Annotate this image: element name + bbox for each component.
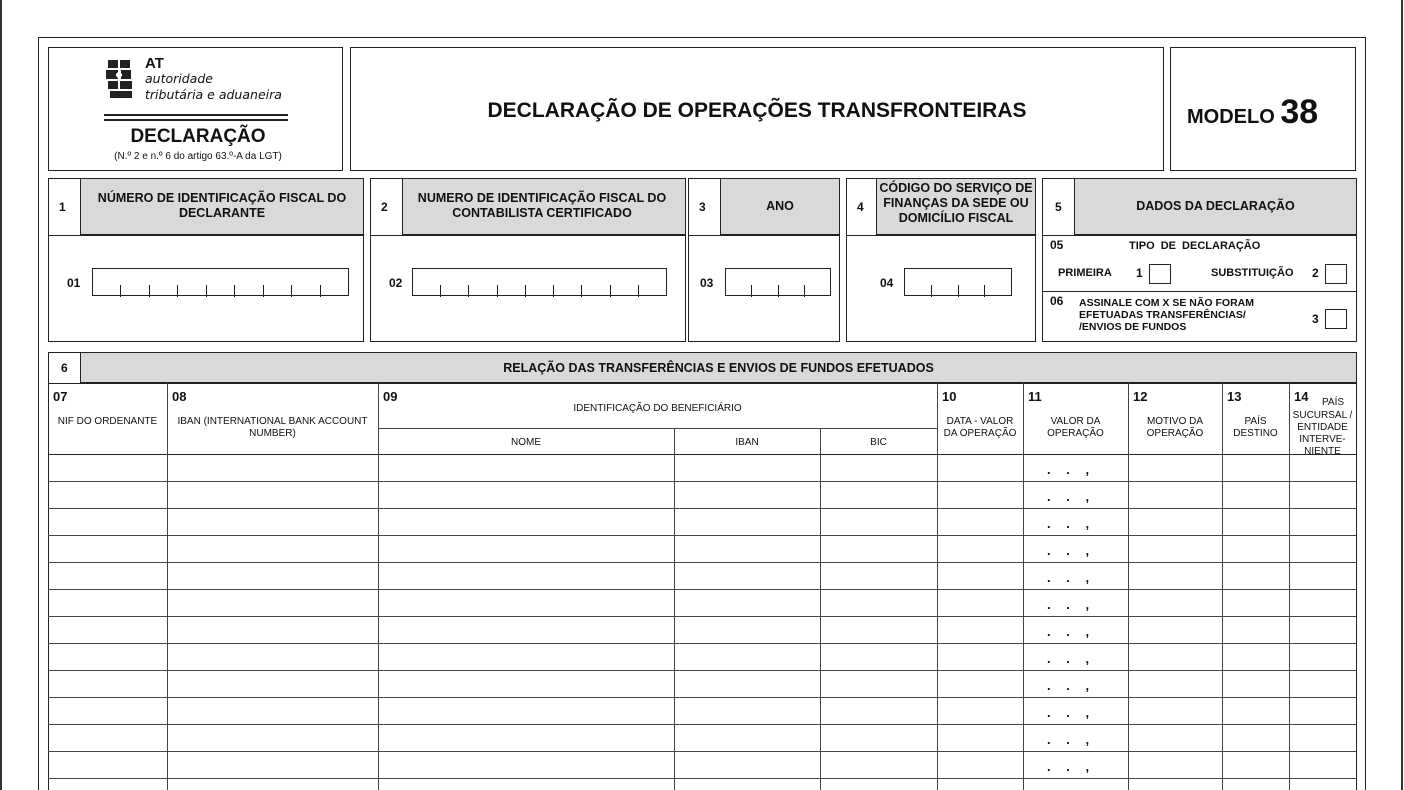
table-cell[interactable] (675, 698, 819, 723)
table-cell[interactable] (675, 644, 819, 669)
table-cell[interactable] (49, 563, 166, 588)
table-cell[interactable] (1024, 455, 1127, 480)
table-header-top-line (48, 383, 1356, 384)
table-cell[interactable] (675, 617, 819, 642)
table-cell[interactable] (821, 536, 936, 561)
table-cell[interactable] (675, 671, 819, 696)
table-cell[interactable] (1223, 671, 1288, 696)
table-cell[interactable] (1129, 563, 1221, 588)
table-cell[interactable] (938, 455, 1022, 480)
table-cell[interactable] (1024, 563, 1127, 588)
table-cell[interactable] (379, 482, 673, 507)
table-cell[interactable] (1290, 563, 1355, 588)
valor-mask: . . , (1047, 732, 1090, 747)
table-cell[interactable] (168, 482, 377, 507)
section-1-num: 1 (59, 200, 66, 214)
table-cell[interactable] (821, 752, 936, 777)
header-rule-2 (104, 119, 288, 121)
table-cell[interactable] (938, 752, 1022, 777)
col-beneficiario-iban-label: IBAN (735, 437, 759, 448)
table-cell[interactable] (1223, 752, 1288, 777)
model-label (1187, 93, 1318, 132)
table-cell[interactable] (49, 644, 166, 669)
col-beneficiario-nome-label: NOME (511, 437, 541, 448)
valor-mask: . . , (1047, 489, 1090, 504)
valor-mask: . . , (1047, 516, 1090, 531)
table-cell[interactable] (1129, 509, 1221, 534)
primeira-label: PRIMEIRA (1058, 267, 1112, 279)
table-cell[interactable] (1223, 482, 1288, 507)
field-02-label: 02 (389, 276, 403, 290)
table-cell[interactable] (1024, 725, 1127, 750)
table-cell[interactable] (1024, 617, 1127, 642)
header-logo-box (48, 47, 343, 171)
col-beneficiario-bic-label: BIC (870, 437, 887, 448)
nif-declarante-input[interactable] (92, 268, 349, 296)
table-cell[interactable] (1024, 482, 1127, 507)
table-cell[interactable] (49, 617, 166, 642)
col-nif-ordenante-num: 07 (53, 389, 68, 404)
table-cell[interactable] (675, 752, 819, 777)
table-cell[interactable] (1290, 482, 1355, 507)
section-2-num: 2 (381, 200, 388, 214)
table-cell[interactable] (938, 644, 1022, 669)
valor-mask: . . , (1047, 570, 1090, 585)
table-cell[interactable] (675, 725, 819, 750)
valor-mask: . . , (1047, 597, 1090, 612)
table-cell[interactable] (821, 617, 936, 642)
table-cell[interactable] (1290, 590, 1355, 615)
table-cell[interactable] (379, 455, 673, 480)
table-cell[interactable] (1223, 644, 1288, 669)
section-1 (48, 178, 364, 342)
table-cell[interactable] (1024, 590, 1127, 615)
table-cell[interactable] (675, 563, 819, 588)
table-cell[interactable] (379, 563, 673, 588)
table-cell[interactable] (49, 536, 166, 561)
table-cell[interactable] (821, 698, 936, 723)
col-nif-ordenante-label: NIF DO ORDENANTE (57, 416, 158, 427)
table-cell[interactable] (379, 725, 673, 750)
section-4-title: CÓDIGO DO SERVIÇO DE FINANÇAS DA SEDE OU DOMICÍLIO FISCAL (879, 181, 1033, 225)
table-cell[interactable] (49, 698, 166, 723)
table-cell[interactable] (168, 455, 377, 480)
table-cell[interactable] (1223, 563, 1288, 588)
table-cell[interactable] (379, 509, 673, 534)
table-cell[interactable] (821, 482, 936, 507)
table-cell[interactable] (938, 617, 1022, 642)
sem-transferencias-code: 3 (1312, 312, 1319, 326)
table-cell[interactable] (1024, 509, 1127, 534)
section-5-num: 5 (1055, 200, 1062, 214)
valor-mask: . . , (1047, 678, 1090, 693)
logo-line-1: autoridade (145, 71, 213, 86)
primeira-code: 1 (1136, 266, 1143, 280)
field-01-label: 01 (67, 276, 81, 290)
col-pais-destino-num: 13 (1227, 389, 1242, 404)
table-cell[interactable] (1290, 509, 1355, 534)
table-cell[interactable] (1223, 536, 1288, 561)
table-cell[interactable] (821, 590, 936, 615)
section-4-divider (847, 235, 1035, 236)
table-cell[interactable] (49, 509, 166, 534)
table-cell[interactable] (379, 698, 673, 723)
col-pais-sucursal-label-top: PAÍS (1321, 397, 1345, 408)
col-data-valor-num: 10 (942, 389, 957, 404)
table-cell[interactable] (168, 644, 377, 669)
table-cell[interactable] (49, 725, 166, 750)
model-number: 38 (1280, 93, 1319, 131)
table-cell[interactable] (1290, 752, 1355, 777)
substituicao-checkbox[interactable] (1325, 264, 1347, 284)
table-cell[interactable] (821, 671, 936, 696)
table-cell[interactable] (168, 590, 377, 615)
table-cell[interactable] (938, 590, 1022, 615)
valor-mask: . . , (1047, 624, 1090, 639)
section-5-divider (1043, 235, 1356, 236)
section-3-num: 3 (699, 200, 706, 214)
section-1-title: NÚMERO DE IDENTIFICAÇÃO FISCAL DO DECLARANTE (97, 191, 347, 220)
section-2-title: NUMERO DE IDENTIFICAÇÃO FISCAL DO CONTABILISTA CERTIFICADO (417, 191, 667, 220)
valor-mask: . . , (1047, 759, 1090, 774)
beneficiary-subheader-line (378, 428, 937, 429)
table-cell[interactable] (168, 617, 377, 642)
table-cell[interactable] (1223, 455, 1288, 480)
table-cell[interactable] (1129, 590, 1221, 615)
section-2-divider (371, 235, 685, 236)
table-cell[interactable] (938, 536, 1022, 561)
table-cell[interactable] (379, 671, 673, 696)
table-cell[interactable] (821, 644, 936, 669)
table-cell[interactable] (938, 698, 1022, 723)
section-1-divider (49, 235, 363, 236)
table-cell[interactable] (49, 455, 166, 480)
table-cell[interactable] (168, 536, 377, 561)
codigo-servico-input[interactable] (904, 268, 1012, 296)
table-cell[interactable] (1129, 536, 1221, 561)
section-4 (846, 178, 1036, 342)
table-cell[interactable] (821, 455, 936, 480)
col-motivo-label: MOTIVO DA OPERAÇÃO (1146, 416, 1204, 439)
section-2 (370, 178, 686, 342)
table-cell[interactable] (1024, 644, 1127, 669)
header-rule-1 (104, 114, 288, 116)
table-cell[interactable] (1290, 698, 1355, 723)
table-cell[interactable] (1129, 455, 1221, 480)
table-cell[interactable] (938, 671, 1022, 696)
table-cell[interactable] (168, 752, 377, 777)
col-iban-num: 08 (172, 389, 187, 404)
col-valor-num: 11 (1028, 389, 1042, 404)
table-cell[interactable] (1024, 536, 1127, 561)
table-cell[interactable] (675, 509, 819, 534)
table-cell[interactable] (821, 509, 936, 534)
section-3-divider (689, 235, 839, 236)
col-beneficiario-label: IDENTIFICAÇÃO DO BENEFICIÁRIO (573, 403, 742, 414)
section-5-inner-divider (1043, 291, 1356, 292)
legal-basis: (N.º 2 e n.º 6 do artigo 63.º-A da LGT) (114, 151, 282, 162)
logo-line-2: tributária e aduaneira (145, 87, 282, 102)
table-cell[interactable] (1290, 725, 1355, 750)
table-cell[interactable] (675, 482, 819, 507)
section-6-num: 6 (61, 361, 68, 375)
table-cell[interactable] (379, 617, 673, 642)
table-cell[interactable] (1129, 671, 1221, 696)
valor-mask: . . , (1047, 651, 1090, 666)
col-iban-label: IBAN (INTERNATIONAL BANK ACCOUNT NUMBER) (177, 416, 368, 439)
table-cell[interactable] (1024, 671, 1127, 696)
table-cell[interactable] (1129, 482, 1221, 507)
table-cell[interactable] (379, 536, 673, 561)
col-valor-label: VALOR DA OPERAÇÃO (1047, 416, 1104, 439)
table-cell[interactable] (379, 752, 673, 777)
table-cell[interactable] (1024, 698, 1127, 723)
field-05-label: 05 (1050, 238, 1064, 252)
ano-input[interactable] (725, 268, 831, 296)
table-cell[interactable] (1129, 644, 1221, 669)
table-cell[interactable] (938, 725, 1022, 750)
table-cell[interactable] (168, 563, 377, 588)
page-title: DECLARAÇÃO DE OPERAÇÕES TRANSFRONTEIRAS (487, 99, 1027, 122)
field-04-label: 04 (880, 276, 894, 290)
table-cell[interactable] (821, 563, 936, 588)
primeira-checkbox[interactable] (1149, 264, 1171, 284)
model-label-text: MODELO (1187, 106, 1275, 128)
header-title-box (350, 47, 1164, 171)
col-pais-sucursal-num: 14 (1294, 389, 1309, 404)
page-edge-right (1401, 0, 1403, 790)
table-cell[interactable] (1290, 536, 1355, 561)
col-pais-destino-label: PAÍS DESTINO (1233, 416, 1278, 439)
table-cell[interactable] (675, 536, 819, 561)
field-03-label: 03 (700, 276, 714, 290)
header-model-box (1170, 47, 1356, 171)
table-cell[interactable] (1223, 509, 1288, 534)
table-cell[interactable] (1223, 590, 1288, 615)
table-cell[interactable] (168, 671, 377, 696)
table-cell[interactable] (1290, 455, 1355, 480)
col-data-valor-label: DATA - VALOR DA OPERAÇÃO (943, 416, 1017, 439)
table-cell[interactable] (1223, 698, 1288, 723)
section-3 (688, 178, 840, 342)
sem-transferencias-label: ASSINALE COM X SE NÃO FORAM EFETUADAS TRANSFERÊNCIAS/ /ENVIOS DE FUNDOS (1079, 297, 1255, 333)
section-5 (1042, 178, 1357, 342)
section-3-title: ANO (766, 199, 794, 213)
table-cell[interactable] (49, 671, 166, 696)
at-logo-icon (105, 58, 135, 100)
doc-type: DECLARAÇÃO (130, 126, 266, 147)
table-cell[interactable] (938, 509, 1022, 534)
section-4-num: 4 (857, 200, 864, 214)
table-cell[interactable] (1290, 617, 1355, 642)
nif-contabilista-input[interactable] (412, 268, 667, 296)
table-cell[interactable] (1129, 698, 1221, 723)
table-cell[interactable] (379, 590, 673, 615)
field-06-label: 06 (1050, 294, 1064, 308)
table-cell[interactable] (675, 455, 819, 480)
table-cell[interactable] (1129, 725, 1221, 750)
col-motivo-num: 12 (1133, 389, 1148, 404)
substituicao-label: SUBSTITUIÇÃO (1211, 267, 1294, 279)
table-cell[interactable] (938, 482, 1022, 507)
col-beneficiario-num: 09 (383, 389, 398, 404)
valor-mask: . . , (1047, 543, 1090, 558)
table-cell[interactable] (938, 563, 1022, 588)
section-6-title: RELAÇÃO DAS TRANSFERÊNCIAS E ENVIOS DE FUNDOS EFETUADOS (503, 361, 934, 375)
table-cell[interactable] (821, 725, 936, 750)
col-pais-sucursal-label: SUCURSAL / ENTIDADE INTERVE-NIENTE (1292, 410, 1353, 457)
table-cell[interactable] (1129, 617, 1221, 642)
table-cell[interactable] (49, 752, 166, 777)
table-cell[interactable] (1223, 617, 1288, 642)
section-5-title: DADOS DA DECLARAÇÃO (1136, 199, 1295, 213)
logo-abbr: AT (145, 55, 164, 72)
table-cell[interactable] (49, 590, 166, 615)
page-edge-left (0, 0, 2, 790)
table-cell[interactable] (1129, 752, 1221, 777)
table-cell[interactable] (379, 644, 673, 669)
table-cell[interactable] (1024, 752, 1127, 777)
table-cell[interactable] (1223, 725, 1288, 750)
table-cell[interactable] (1290, 644, 1355, 669)
table-cell[interactable] (1290, 671, 1355, 696)
tipo-declaracao-label: TIPO DE DECLARAÇÃO (1129, 240, 1261, 252)
table-cell[interactable] (168, 698, 377, 723)
valor-mask: . . , (1047, 462, 1090, 477)
valor-mask: . . , (1047, 705, 1090, 720)
table-cell[interactable] (168, 725, 377, 750)
table-row-line (48, 778, 1356, 779)
table-cell[interactable] (49, 482, 166, 507)
sem-transferencias-checkbox[interactable] (1325, 309, 1347, 329)
substituicao-code: 2 (1312, 266, 1319, 280)
table-cell[interactable] (168, 509, 377, 534)
table-cell[interactable] (675, 590, 819, 615)
